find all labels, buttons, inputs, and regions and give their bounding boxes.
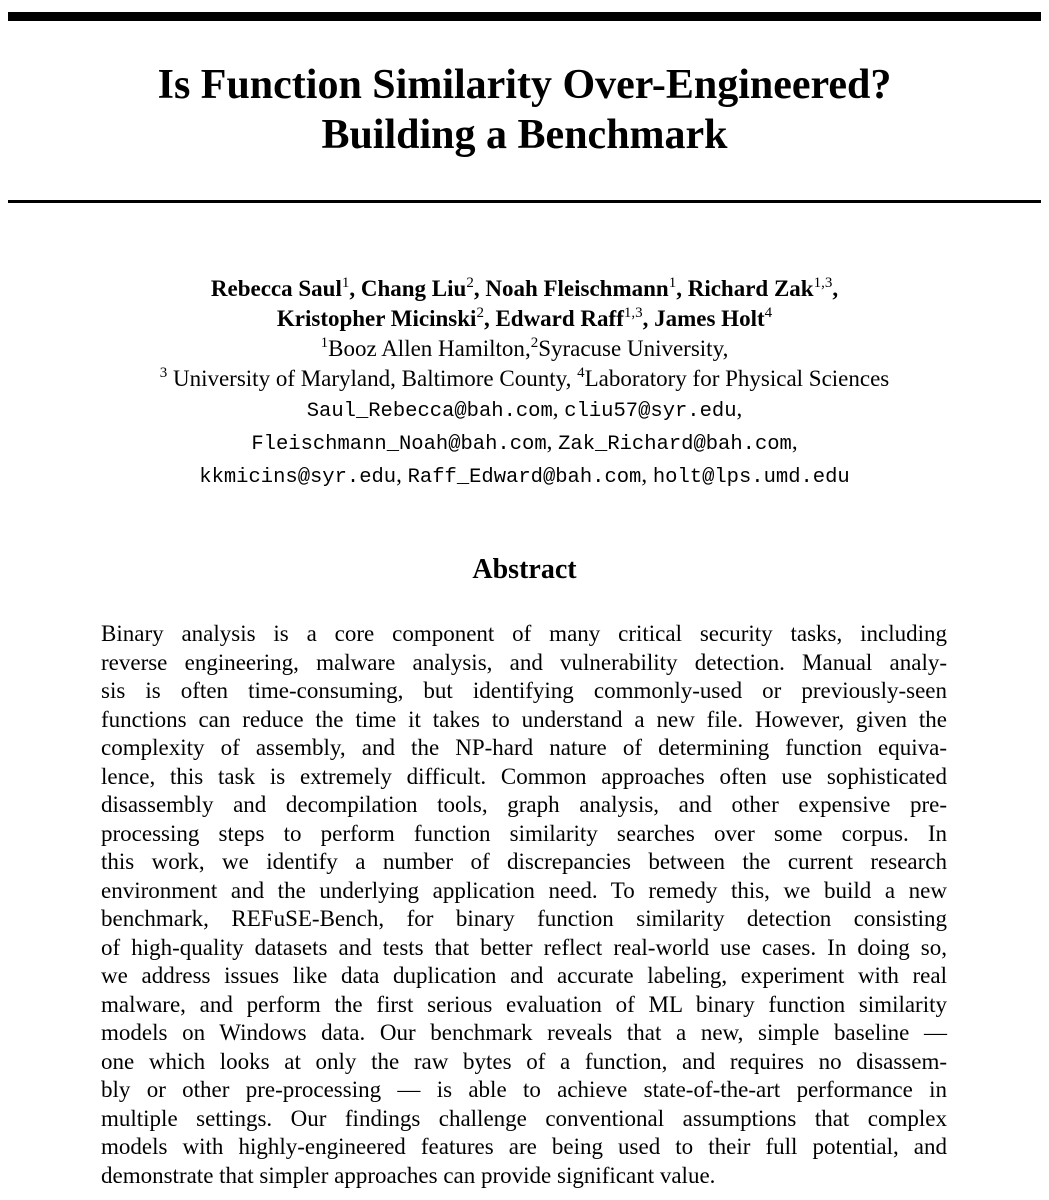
abstract-heading: Abstract <box>472 554 577 585</box>
abstract-line: multiple settings. Our findings challenge conventional assumptions that complex <box>101 1105 947 1131</box>
abstract-line: models with highly-engineered features are being used to their full potential, and <box>101 1134 947 1159</box>
affiliation-name: University of Maryland, Baltimore County <box>172 366 566 391</box>
affiliation-line-1: $^1$Booz Allen Hamilton,$^2$Syracuse University, <box>320 335 729 361</box>
author-affiliation-mark: 1 <box>668 275 677 291</box>
abstract-line: Binary analysis is a core component of many critical security tasks, including <box>101 621 947 646</box>
affiliation-name: Syracuse University <box>538 336 723 361</box>
affiliation-line-2: $^3$ University of Maryland, Baltimore County, $^4$Laboratory for Physical Sciences <box>159 365 890 391</box>
title-line-1: Is Function Similarity Over-Engineered? <box>157 62 892 108</box>
paper-title <box>0 60 1049 160</box>
author-affiliation-mark: 1 <box>341 275 350 291</box>
abstract-line: reverse engineering, malware analysis, and vulnerability detection. Manual analy- <box>101 649 947 675</box>
author-name: Noah Fleischmann <box>485 276 669 301</box>
title-bottom-rule <box>8 200 1041 203</box>
abstract-line: environment and the underlying application need. To remedy this, we build a new <box>101 877 947 903</box>
abstract-line: of high-quality datasets and tests that better reflect real-world use cases. In doing so, <box>101 934 947 960</box>
abstract-line: malware, and perform the first serious evaluation of ML binary function similarity <box>101 991 947 1017</box>
author-affiliation-mark: 1,3 <box>813 275 833 291</box>
affiliation-mark: 1 <box>320 335 329 351</box>
abstract-line: demonstrate that simpler approaches can provide significant value. <box>101 1162 716 1188</box>
author-name: Edward Raff <box>495 306 624 331</box>
abstract-line: complexity of assembly, and the NP-hard nature of determining function equiva- <box>101 735 947 760</box>
abstract-body <box>101 620 947 1190</box>
author-affiliation-mark: 1,3 <box>623 305 643 321</box>
author-block <box>0 274 1049 493</box>
email-address: Saul_Rebecca@bah.com <box>306 400 553 423</box>
author-name: Richard Zak <box>687 276 814 301</box>
email-address: kkmicins@syr.edu <box>199 466 397 489</box>
abstract-line: this work, we identify a number of discrepancies between the current research <box>101 849 947 874</box>
abstract-line: one which looks at only the raw bytes of a function, and requires no disassem- <box>101 1048 947 1074</box>
affiliation-mark: 3 <box>159 365 168 381</box>
email-line-1: Saul_Rebecca@bah.com, cliu57@syr.edu, <box>306 396 743 423</box>
email-address: holt@lps.umd.edu <box>652 466 850 489</box>
author-line-2: Kristopher Micinski$^2$, Edward Raff$^{1,3}$, James Holt$^4$ <box>276 305 773 331</box>
email-line-2: Fleischmann_Noah@bah.com, Zak_Richard@bah.com, <box>251 429 798 456</box>
author-name: Rebecca Saul <box>210 276 342 301</box>
author-name: Chang Liu <box>360 276 467 301</box>
email-line-3: kkmicins@syr.edu, Raff_Edward@bah.com, holt@lps.umd.edu <box>199 462 850 489</box>
abstract-line: models on Windows data. Our benchmark reveals that a new, simple baseline — <box>101 1020 947 1045</box>
email-address: cliu57@syr.edu <box>564 400 737 423</box>
email-address: Fleischmann_Noah@bah.com <box>251 433 547 456</box>
affiliation-mark: 4 <box>577 365 585 381</box>
author-line-1: Rebecca Saul$^1$, Chang Liu$^2$, Noah Fleischmann$^1$, Richard Zak$^{1,3}$, <box>210 275 839 301</box>
abstract-line: we address issues like data duplication and accurate labeling, experiment with real <box>101 963 947 988</box>
abstract-line: functions can reduce the time it takes to understand a new file. However, given the <box>101 706 947 732</box>
abstract-line: processing steps to perform function similarity searches over some corpus. In <box>101 820 947 846</box>
abstract-line: sis is often time-consuming, but identifying commonly-used or previously-seen <box>101 678 947 703</box>
abstract-line: benchmark, REFuSE-Bench, for binary function similarity detection consisting <box>101 906 947 931</box>
title-line-2: Building a Benchmark <box>321 112 728 158</box>
abstract-line: disassembly and decompilation tools, graph analysis, and other expensive pre- <box>101 792 947 817</box>
author-affiliation-mark: 2 <box>466 275 474 291</box>
abstract-line: lence, this task is extremely difficult. Common approaches often use sophisticated <box>101 763 947 789</box>
affiliation-mark: 2 <box>530 335 539 351</box>
author-name: Kristopher Micinski <box>276 306 477 331</box>
email-address: Zak_Richard@bah.com <box>558 433 792 456</box>
email-address: Raff_Edward@bah.com <box>407 466 642 489</box>
affiliation-name: Booz Allen Hamilton <box>328 336 525 361</box>
author-affiliation-mark: 2 <box>476 305 484 321</box>
affiliation-name: Laboratory for Physical Sciences <box>584 366 890 391</box>
title-top-rule <box>8 12 1041 21</box>
author-affiliation-mark: 4 <box>764 305 773 321</box>
author-name: James Holt <box>654 306 765 331</box>
abstract-line: bly or other pre-processing — is able to achieve state-of-the-art performance in <box>101 1077 947 1102</box>
